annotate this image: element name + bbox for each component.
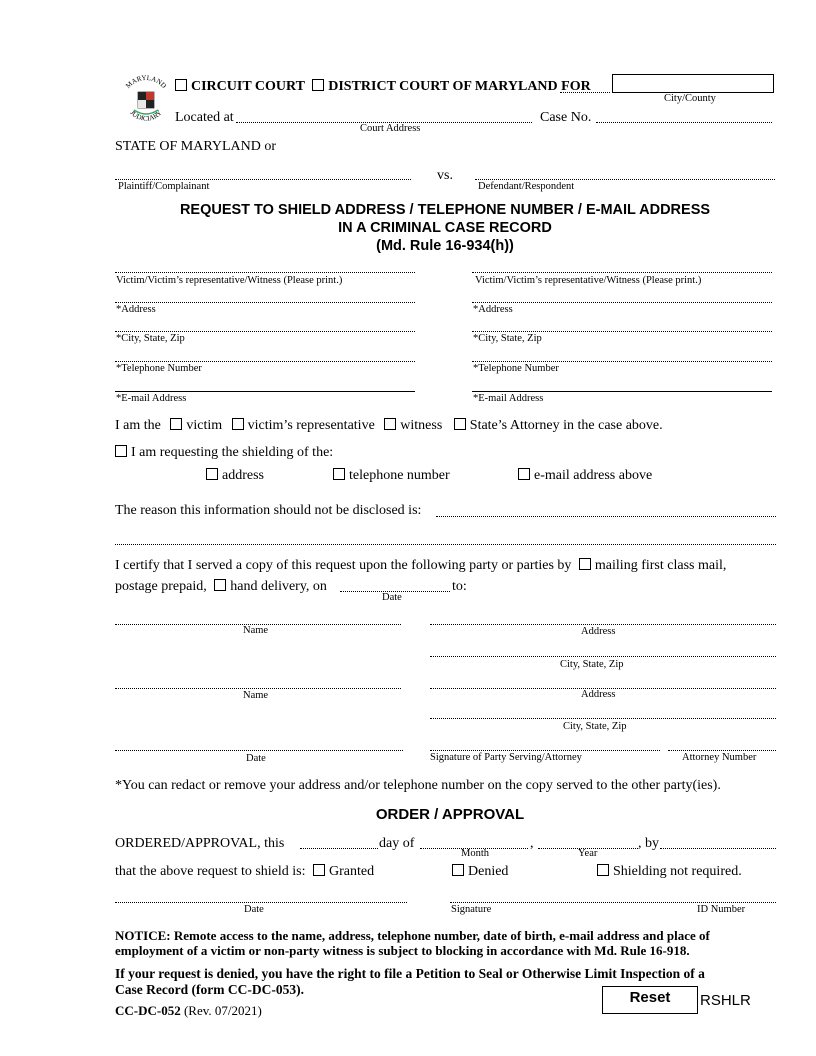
postage-prepaid-text: postage prepaid, (115, 579, 207, 594)
order-heading: ORDER / APPROVAL (375, 806, 525, 823)
order-by-label: , by (638, 836, 659, 851)
form-revision: (Rev. 07/2021) (183, 1003, 262, 1018)
to-label: to: (452, 579, 467, 594)
city-county-caption: City/County (664, 93, 716, 104)
not-required-label: Shielding not required. (613, 864, 742, 879)
victim-address-input-right[interactable] (472, 302, 772, 303)
victim-address-caption-left: *Address (116, 304, 156, 315)
seal-icon (118, 72, 174, 132)
mailing-label: mailing first class mail, (594, 558, 727, 573)
day-of-label: day of (379, 836, 415, 851)
district-court-label: DISTRICT COURT OF MARYLAND FOR (328, 79, 591, 94)
witness-label: witness (400, 418, 443, 433)
states-attorney-checkbox[interactable] (454, 418, 466, 430)
vs-label: vs. (437, 168, 453, 183)
victim-name-input-left[interactable] (115, 272, 415, 273)
shield-email-label: e-mail address above (534, 468, 653, 483)
case-no-label: Case No. (540, 110, 592, 125)
form-code: RSHLR (700, 992, 751, 1009)
certify-line1 (115, 558, 726, 574)
victim-city-input-right[interactable] (472, 331, 772, 332)
reason-input-line2[interactable] (115, 544, 776, 545)
district-court-underline (560, 92, 610, 93)
victim-address-input-left[interactable] (115, 302, 415, 303)
granted-checkbox[interactable] (313, 864, 325, 876)
served-address-input-1[interactable] (430, 624, 776, 625)
victim-phone-input-right[interactable] (472, 361, 772, 362)
mailing-checkbox[interactable] (579, 558, 591, 570)
victim-label: victim (186, 418, 223, 433)
states-attorney-label: State’s Attorney in the case above. (469, 418, 663, 433)
form-number-line (115, 1003, 262, 1019)
service-sign-date-input[interactable] (115, 750, 403, 751)
victim-name-input-right[interactable] (472, 272, 772, 273)
requesting-label: I am requesting the shielding of the: (131, 445, 334, 460)
reason-input-line1[interactable] (436, 516, 776, 517)
shield-telephone-option (333, 468, 450, 484)
defendant-input[interactable] (475, 179, 775, 180)
attorney-number-caption: Attorney Number (682, 752, 757, 763)
victim-email-input-right[interactable] (472, 391, 772, 392)
notice-line2: employment of a victim or non-party witness is subject to blocking in accordance with Md. Rule 16-918. (115, 943, 690, 958)
shield-address-option (206, 468, 264, 484)
shield-email-option (518, 468, 652, 484)
form-title-line1: REQUEST TO SHIELD ADDRESS / TELEPHONE NUMBER / E-MAIL ADDRESS (179, 202, 711, 218)
served-name-input-2[interactable] (115, 688, 401, 689)
requesting-checkbox[interactable] (115, 445, 127, 457)
year-caption: Year (578, 848, 598, 859)
victim-phone-caption-left: *Telephone Number (116, 363, 202, 374)
notice-line1: NOTICE: Remote access to the name, address, telephone number, date of birth, e-mail address and place of (115, 928, 710, 943)
order-id-caption: ID Number (697, 904, 746, 915)
denied-label: Denied (468, 864, 509, 879)
order-by-input[interactable] (660, 848, 776, 849)
circuit-court-checkbox[interactable] (175, 79, 187, 91)
serving-signature-caption: Signature of Party Serving/Attorney (430, 752, 582, 763)
order-date-caption: Date (244, 904, 264, 915)
victim-email-caption-left: *E-mail Address (116, 393, 187, 404)
granted-label: Granted (329, 864, 375, 879)
served-address-caption-2: Address (581, 689, 616, 700)
maryland-judiciary-seal (118, 72, 174, 132)
city-county-input[interactable] (612, 74, 774, 93)
shield-address-checkbox[interactable] (206, 468, 218, 480)
svg-text:JUDICIARY: JUDICIARY (128, 108, 164, 123)
defendant-caption: Defendant/Respondent (478, 181, 575, 192)
court-address-caption: Court Address (360, 123, 421, 134)
shield-is-label: that the above request to shield is: (115, 864, 306, 879)
requesting-line (115, 445, 333, 461)
victim-city-caption-left: *City, State, Zip (116, 333, 185, 344)
victim-checkbox[interactable] (170, 418, 182, 430)
order-day-input[interactable] (300, 848, 378, 849)
service-date-caption: Date (382, 592, 402, 603)
victim-name-caption-right: Victim/Victim’s representative/Witness (Please print.) (475, 275, 702, 286)
victim-city-caption-right: *City, State, Zip (473, 333, 542, 344)
service-sign-date-caption: Date (246, 753, 266, 764)
denied-note-line1: If your request is denied, you have the right to file a Petition to Seal or Otherwise Limit Inspection of a (115, 966, 705, 981)
hand-delivery-label: hand delivery, on (230, 579, 327, 594)
i-am-prefix: I am the (115, 418, 161, 433)
served-city-caption-2: City, State, Zip (563, 721, 627, 732)
shield-telephone-checkbox[interactable] (333, 468, 345, 480)
month-caption: Month (461, 848, 490, 859)
served-name-caption-2: Name (243, 690, 269, 701)
victim-name-caption-left: Victim/Victim’s representative/Witness (Please print.) (116, 275, 343, 286)
not-required-option (597, 864, 742, 880)
served-address-caption-1: Address (581, 626, 616, 637)
order-date-input[interactable] (115, 902, 407, 903)
shield-is-line (115, 864, 374, 880)
attorney-number-input[interactable] (668, 750, 776, 751)
victim-phone-caption-right: *Telephone Number (473, 363, 559, 374)
order-signature-caption: Signature (451, 904, 492, 915)
order-comma: , (530, 836, 534, 851)
state-of-maryland-label: STATE OF MARYLAND or (115, 139, 277, 154)
victim-phone-input-left[interactable] (115, 361, 415, 362)
certify-text: I certify that I served a copy of this request upon the following party or parties by (115, 558, 572, 573)
not-required-checkbox[interactable] (597, 864, 609, 876)
victim-email-input-left[interactable] (115, 391, 415, 392)
reset-button[interactable]: Reset (602, 986, 698, 1014)
plaintiff-input[interactable] (115, 179, 411, 180)
served-city-input-1[interactable] (430, 656, 776, 657)
served-city-input-2[interactable] (430, 718, 776, 719)
witness-checkbox[interactable] (384, 418, 396, 430)
victim-address-caption-right: *Address (473, 304, 513, 315)
form-title-line3: (Md. Rule 16-934(h)) (376, 238, 514, 254)
order-signature-input[interactable] (450, 902, 776, 903)
shield-telephone-label: telephone number (349, 468, 450, 483)
circuit-court-label: CIRCUIT COURT (191, 79, 305, 94)
svg-text:MARYLAND: MARYLAND (124, 73, 168, 90)
form-title-line2: IN A CRIMINAL CASE RECORD (338, 220, 552, 236)
i-am-line (115, 418, 663, 434)
served-city-caption-1: City, State, Zip (560, 659, 624, 670)
court-selection-line (175, 79, 591, 95)
representative-checkbox[interactable] (232, 418, 244, 430)
reason-label: The reason this information should not be disclosed is: (115, 503, 422, 518)
representative-label: victim’s representative (247, 418, 375, 433)
victim-city-input-left[interactable] (115, 331, 415, 332)
serving-signature-input[interactable] (430, 750, 660, 751)
denied-note-line2: Case Record (form CC-DC-053). (115, 982, 304, 997)
case-no-input[interactable] (596, 122, 772, 123)
denied-option (452, 864, 508, 880)
shield-address-label: address (222, 468, 264, 483)
certify-line2 (115, 579, 327, 595)
plaintiff-caption: Plaintiff/Complainant (118, 181, 210, 192)
served-name-caption-1: Name (243, 625, 269, 636)
denied-checkbox[interactable] (452, 864, 464, 876)
redact-note: *You can redact or remove your address and/or telephone number on the copy served to the other party(ies). (115, 778, 721, 793)
ordered-label: ORDERED/APPROVAL, this (115, 836, 285, 851)
shield-email-checkbox[interactable] (518, 468, 530, 480)
located-at-label: Located at (175, 110, 234, 125)
victim-email-caption-right: *E-mail Address (473, 393, 544, 404)
district-court-checkbox[interactable] (312, 79, 324, 91)
hand-delivery-checkbox[interactable] (214, 579, 226, 591)
form-number: CC-DC-052 (115, 1003, 181, 1018)
